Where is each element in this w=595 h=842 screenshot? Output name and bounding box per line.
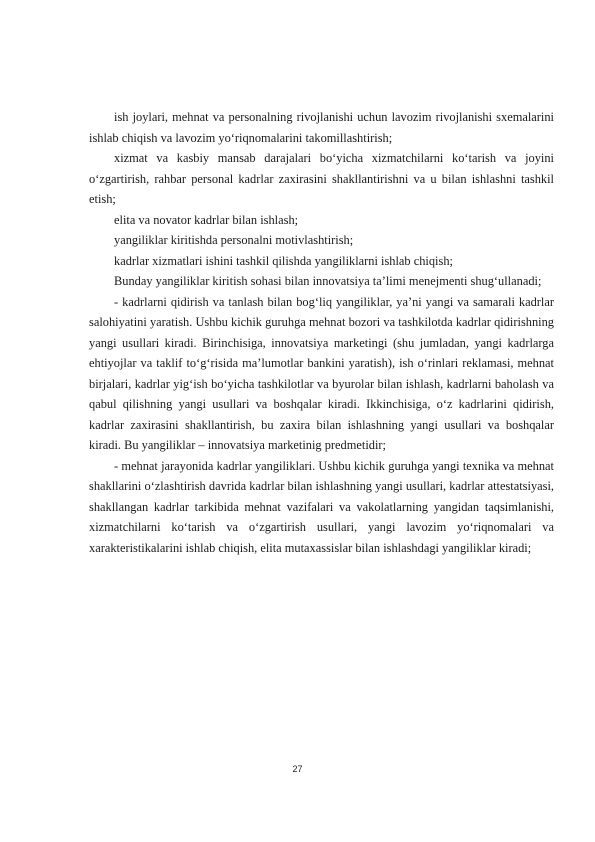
paragraph: kadrlar xizmatlari ishini tashkil qilishda yangiliklarni ishlab chiqish;: [114, 253, 453, 268]
page-number: 27: [292, 764, 303, 774]
paragraph: Bunday yangiliklar kiritish sohasi bilan innovatsiya ta’limi menejmenti shug‘ullanadi;: [114, 274, 542, 288]
paragraph: - mehnat jarayonida kadrlar yangiliklari. Ushbu kichik guruhga yangi texnika va mehnat shakllarini o‘zlashtirish davrida kadrlar bilan ishlashning yangi usullari, kadrlar attestatsiyasi, shakllangan kadrlar tarkibida mehnat vazifalari va vakolatlarning yangidan taqsimlanishi, xizmatchilarni ko‘tarish va o‘zgartirish usullari, yangi lavozim yo‘riqnomalari va xarakteristikalarini ishlab chiqish, elita mutaxassislar bilan ishlashdagi yangiliklar kiradi;: [89, 458, 554, 555]
paragraph: ish joylari, mehnat va personalning rivojlanishi uchun lavozim rivojlanishi sxemalarini ishlab chiqish va lavozim yo‘riqnomalarini takomillashtirish;: [89, 110, 554, 145]
paragraph: - kadrlarni qidirish va tanlash bilan bog‘liq yangiliklar, ya’ni yangi va samarali kadrlar salohiyatini yaratish. Ushbu kichik guruhga mehnat bozori va tashkilotda kadrlar qidirishning yangi usullari kiradi. Birinchisiga, innovatsiya marketingi (shu jumladan, yangi kadrlarga ehtiyojlar va taklif to‘g‘risida ma’lumotlar bankini yaratish), ish o‘rinlari reklamasi, mehnat birjalari, kadrlar yig‘ish bo‘yicha tashkilotlar va byurolar bilan ishlash, kadrlarni baholash va qabul qilishning yangi usullari va boshqalar kiradi. Ikkinchisiga, o‘z kadrlarini qidirish, kadrlar zaxirasini shakllantirish, bu zaxira bilan ishlashning yangi usullari va boshqalar kiradi. Bu yangiliklar – innovatsiya marketinig predmetidir;: [89, 294, 554, 452]
body-text: [89, 107, 554, 558]
paragraph: yangiliklar kiritishda personalni motivlashtirish;: [114, 233, 354, 247]
paragraph: xizmat va kasbiy mansab darajalari bo‘yicha xizmatchilarni ko‘tarish va joyini o‘zgartirish, rahbar personal kadrlar zaxirasini shakllantirishni va u bilan ishlashni tashkil etish;: [89, 151, 554, 206]
paragraph: elita va novator kadrlar bilan ishlash;: [114, 212, 299, 227]
